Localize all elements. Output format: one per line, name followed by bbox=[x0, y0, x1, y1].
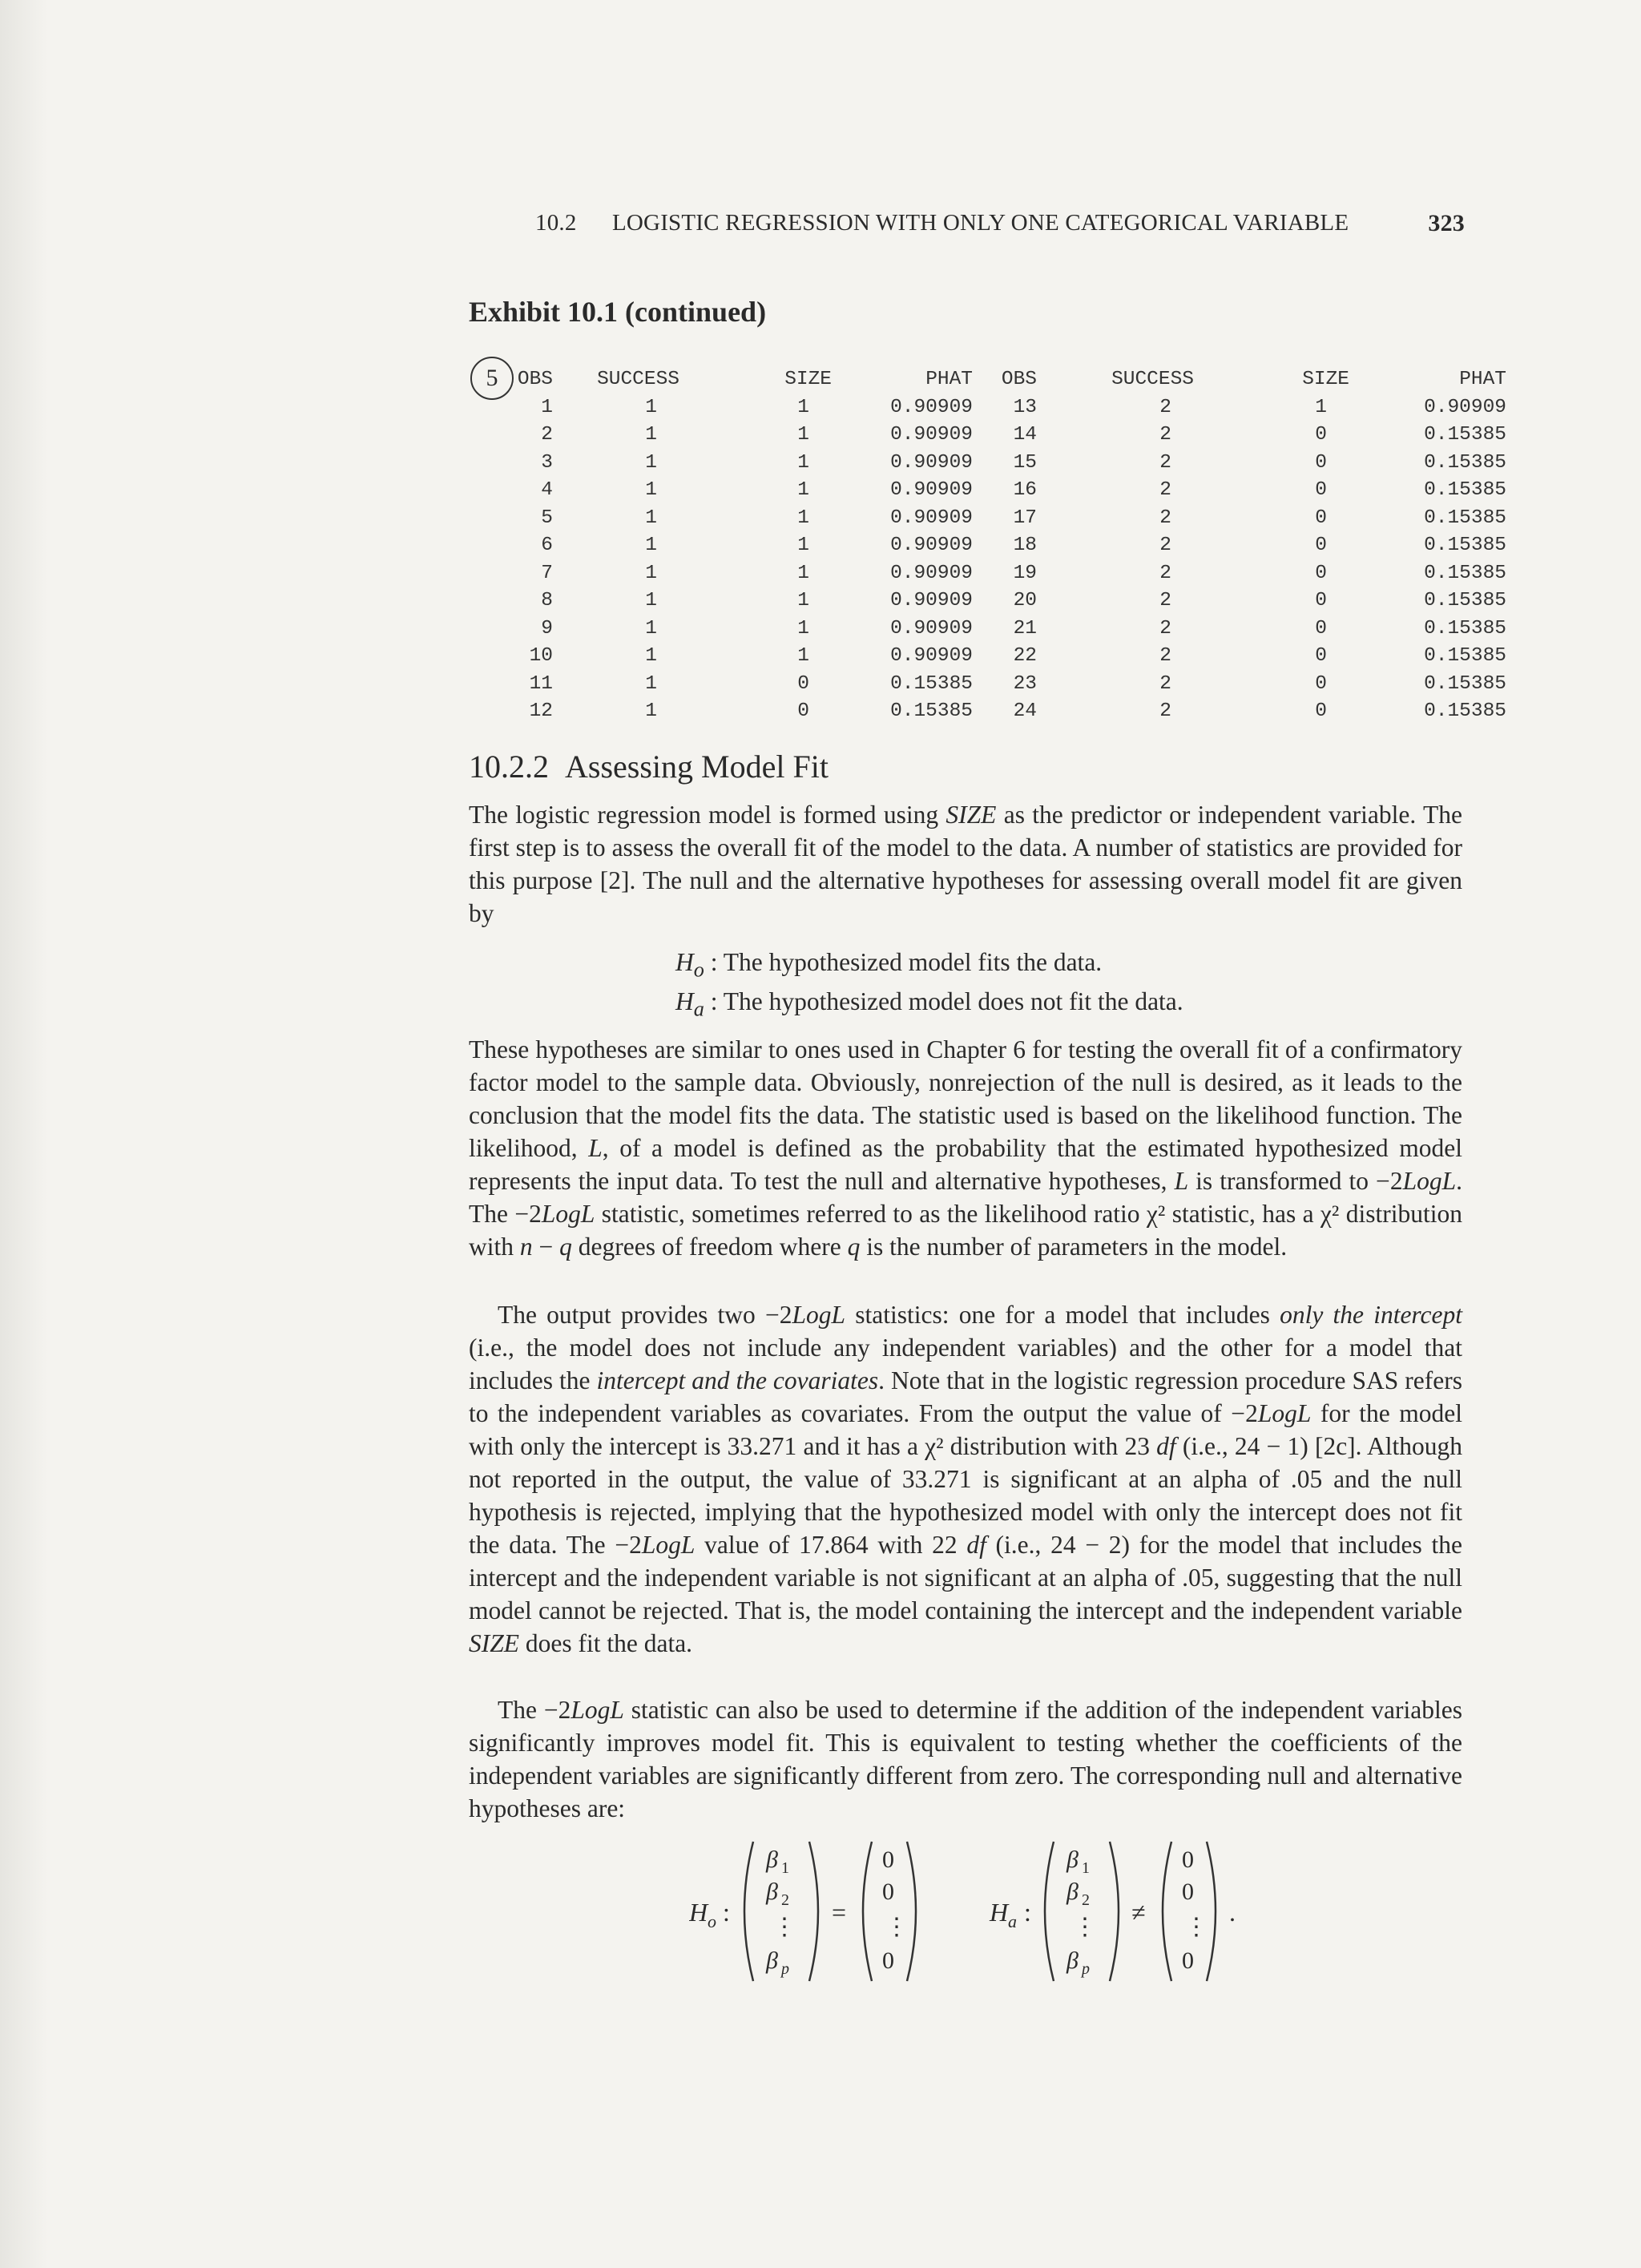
table-cell: 3 bbox=[541, 451, 553, 474]
table-cell: 0 bbox=[1315, 617, 1327, 640]
header-section-title: LOGISTIC REGRESSION WITH ONLY ONE CATEGORICAL VARIABLE bbox=[612, 210, 1349, 236]
table-cell: 21 bbox=[1013, 617, 1037, 640]
table-body bbox=[497, 393, 1506, 725]
table-cell: 1 bbox=[1315, 396, 1327, 418]
table-cell: 2 bbox=[1159, 396, 1171, 418]
eq-vdots-3: ⋮ bbox=[1073, 1914, 1097, 1940]
table-cell: 1 bbox=[797, 590, 809, 612]
eq-ha-sub: a bbox=[1008, 1911, 1017, 1931]
table-cell: 2 bbox=[1159, 562, 1171, 584]
table-cell: 0.90909 bbox=[890, 479, 973, 502]
eq-zero: 0 bbox=[882, 1947, 894, 1974]
table-cell: 1 bbox=[645, 396, 657, 418]
table-cell: 17 bbox=[1013, 506, 1037, 529]
table-cell: 20 bbox=[1013, 590, 1037, 612]
header-section-number: 10.2 bbox=[535, 210, 577, 236]
eq-zero: 0 bbox=[882, 1879, 894, 1905]
column-header: PHAT bbox=[925, 368, 973, 390]
eq-beta-2-sub: 2 bbox=[781, 1891, 789, 1909]
eq-beta-p-sub: p bbox=[1082, 1960, 1090, 1978]
table-cell: 0.15385 bbox=[1424, 617, 1506, 640]
table-cell: 1 bbox=[797, 617, 809, 640]
column-header: SUCCESS bbox=[597, 368, 679, 390]
table-cell: 0.90909 bbox=[890, 424, 973, 446]
eq-equals: = bbox=[832, 1898, 847, 1927]
table-row bbox=[497, 698, 1506, 726]
table-cell: 22 bbox=[1013, 645, 1037, 668]
paragraph-2: These hypotheses are similar to ones used in Chapter 6 for testing the overall fit of a confirmatory factor model to the sample data. Obviously, nonrejection of the null is desired, as it leads to the conclusion that the model fits the data. The statistic used is based on the likelihood function. The likelihood, L, of a model is defined as the probability that the estimated hypothesized model represents the input data. To test the null and alternative hypotheses, L is transformed to −2LogL. The −2LogL statistic, sometimes referred to as the likelihood ratio χ² statistic, has a χ² distribution with n − q degrees of freedom where q is the number of parameters in the model. bbox=[469, 1035, 1462, 1261]
eq-beta-2: β bbox=[1066, 1879, 1079, 1905]
table-cell: 2 bbox=[1159, 700, 1171, 723]
eq-zero: 0 bbox=[882, 1846, 894, 1873]
eq-h0-label: H bbox=[689, 1898, 708, 1927]
table-cell: 1 bbox=[797, 506, 809, 529]
output-table bbox=[497, 365, 1506, 725]
eq-beta-1-sub: 1 bbox=[781, 1859, 789, 1877]
eq-period: . bbox=[1229, 1898, 1236, 1927]
table-cell: 2 bbox=[1159, 451, 1171, 474]
column-header: OBS bbox=[517, 368, 553, 390]
table-cell: 0.15385 bbox=[1424, 451, 1506, 474]
table-cell: 0 bbox=[1315, 645, 1327, 668]
table-row bbox=[497, 643, 1506, 671]
column-header: OBS bbox=[1001, 368, 1037, 390]
table-cell: 2 bbox=[1159, 424, 1171, 446]
paragraph-4: The −2LogL statistic can also be used to determine if the addition of the independent variables significantly improves model fit. This is equivalent to testing whether the coefficients of the independent variables are significantly different from zero. The corresponding null and alternative hypotheses are: bbox=[469, 1696, 1462, 1822]
eq-colon-1: : bbox=[723, 1898, 730, 1927]
table-row bbox=[497, 393, 1506, 422]
table-cell: 0.15385 bbox=[1424, 535, 1506, 557]
table-cell: 10 bbox=[529, 645, 553, 668]
column-header: SIZE bbox=[1302, 368, 1349, 390]
eq-beta-1-sub: 1 bbox=[1082, 1859, 1090, 1877]
table-cell: 1 bbox=[645, 535, 657, 557]
table-cell: 1 bbox=[797, 562, 809, 584]
table-row bbox=[497, 532, 1506, 560]
section-title: Assessing Model Fit bbox=[565, 749, 829, 785]
table-cell: 1 bbox=[645, 672, 657, 695]
eq-zero: 0 bbox=[1182, 1846, 1194, 1873]
table-cell: 0.15385 bbox=[890, 700, 973, 723]
table-cell: 0 bbox=[1315, 479, 1327, 502]
table-cell: 0.90909 bbox=[890, 645, 973, 668]
table-cell: 1 bbox=[797, 479, 809, 502]
table-cell: 0.15385 bbox=[1424, 645, 1506, 668]
eq-zero: 0 bbox=[1182, 1947, 1194, 1974]
table-cell: 0 bbox=[1315, 506, 1327, 529]
table-cell: 0 bbox=[1315, 700, 1327, 723]
table-cell: 1 bbox=[645, 424, 657, 446]
table-cell: 14 bbox=[1013, 424, 1037, 446]
table-cell: 0.15385 bbox=[1424, 672, 1506, 695]
scan-edge-shadow bbox=[0, 0, 48, 2268]
column-header: PHAT bbox=[1459, 368, 1506, 390]
eq-not-equal: ≠ bbox=[1131, 1898, 1146, 1927]
coefficient-hypotheses-equation bbox=[689, 1835, 1250, 1988]
table-cell: 12 bbox=[529, 700, 553, 723]
table-cell: 16 bbox=[1013, 479, 1037, 502]
table-cell: 0 bbox=[1315, 562, 1327, 584]
eq-beta-1: β bbox=[766, 1846, 778, 1873]
table-cell: 0.15385 bbox=[1424, 562, 1506, 584]
table-cell: 6 bbox=[541, 535, 553, 557]
table-cell: 0.15385 bbox=[1424, 506, 1506, 529]
table-cell: 2 bbox=[1159, 645, 1171, 668]
circled-marker: 5 bbox=[470, 357, 514, 400]
table-cell: 0 bbox=[797, 672, 809, 695]
table-cell: 1 bbox=[797, 424, 809, 446]
section-heading bbox=[469, 748, 829, 785]
table-row bbox=[497, 587, 1506, 615]
table-cell: 0 bbox=[1315, 424, 1327, 446]
table-cell: 0.90909 bbox=[890, 396, 973, 418]
table-cell: 2 bbox=[1159, 479, 1171, 502]
table-row bbox=[497, 559, 1506, 587]
table-row bbox=[497, 449, 1506, 477]
exhibit-title: Exhibit 10.1 (continued) bbox=[469, 296, 767, 328]
table-cell: 0.15385 bbox=[1424, 700, 1506, 723]
table-cell: 9 bbox=[541, 617, 553, 640]
table-cell: 0.15385 bbox=[1424, 424, 1506, 446]
table-cell: 0.90909 bbox=[1424, 396, 1506, 418]
table-row bbox=[497, 504, 1506, 532]
table-cell: 0.15385 bbox=[1424, 590, 1506, 612]
table-cell: 2 bbox=[1159, 506, 1171, 529]
paragraph-3: The output provides two −2LogL statistics: one for a model that includes only the intercept (i.e., the model does not include any independent variables) and the other for a model that includes the intercept and the covariates. Note that in the logistic regression procedure SAS refers to the independent variables as covariates. From the output the value of −2LogL for the model with only the intercept is 33.271 and it has a χ² distribution with 23 df (i.e., 24 − 1) [2c]. Although not reported in the output, the value of 33.271 is significant at an alpha of .05 and the null hypothesis is rejected, implying that the hypothesized model with only the intercept does not fit the data. The −2LogL value of 17.864 with 22 df (i.e., 24 − 2) for the model that includes the intercept and the independent variable is not significant at an alpha of .05, suggesting that the null model cannot be rejected. That is, the model containing the intercept and the independent variable SIZE does fit the data. bbox=[469, 1301, 1463, 1657]
eq-beta-p: β bbox=[766, 1947, 778, 1974]
table-cell: 11 bbox=[529, 672, 553, 695]
table-cell: 19 bbox=[1013, 562, 1037, 584]
table-cell: 7 bbox=[541, 562, 553, 584]
eq-h0-sub: o bbox=[708, 1911, 716, 1931]
table-cell: 0.15385 bbox=[890, 672, 973, 695]
table-cell: 1 bbox=[645, 617, 657, 640]
eq-beta-2-sub: 2 bbox=[1082, 1891, 1090, 1909]
eq-beta-p-sub: p bbox=[781, 1960, 789, 1978]
table-cell: 24 bbox=[1013, 700, 1037, 723]
eq-ha-label: H bbox=[990, 1898, 1009, 1927]
table-cell: 1 bbox=[645, 590, 657, 612]
eq-vdots-4: ⋮ bbox=[1184, 1914, 1208, 1940]
table-header-row bbox=[497, 365, 1506, 393]
section-number: 10.2.2 bbox=[469, 749, 549, 785]
table-row bbox=[497, 422, 1506, 450]
table-cell: 2 bbox=[1159, 590, 1171, 612]
eq-zero: 0 bbox=[1182, 1879, 1194, 1905]
eq-colon-2: : bbox=[1024, 1898, 1031, 1927]
table-cell: 1 bbox=[645, 479, 657, 502]
eq-beta-p: β bbox=[1066, 1947, 1079, 1974]
eq-vdots-2: ⋮ bbox=[885, 1914, 909, 1940]
table-cell: 1 bbox=[797, 396, 809, 418]
table-cell: 1 bbox=[645, 562, 657, 584]
table-row bbox=[497, 477, 1506, 505]
table-cell: 0 bbox=[1315, 535, 1327, 557]
table-cell: 2 bbox=[1159, 535, 1171, 557]
table-cell: 0 bbox=[1315, 590, 1327, 612]
table-cell: 1 bbox=[797, 535, 809, 557]
table-cell: 0.90909 bbox=[890, 506, 973, 529]
table-cell: 4 bbox=[541, 479, 553, 502]
page-number: 323 bbox=[1428, 210, 1465, 236]
column-header: SIZE bbox=[784, 368, 832, 390]
table-cell: 1 bbox=[797, 645, 809, 668]
eq-vdots-1: ⋮ bbox=[772, 1914, 796, 1940]
table-cell: 0.90909 bbox=[890, 617, 973, 640]
table-cell: 0 bbox=[797, 700, 809, 723]
table-cell: 15 bbox=[1013, 451, 1037, 474]
table-cell: 0.90909 bbox=[890, 562, 973, 584]
table-cell: 2 bbox=[1159, 672, 1171, 695]
alternative-hypothesis: $H_a$ : The hypothesized model does not fit the data. bbox=[675, 987, 1183, 1021]
eq-beta-2: β bbox=[766, 1879, 778, 1905]
column-header: SUCCESS bbox=[1111, 368, 1194, 390]
table-cell: 2 bbox=[541, 424, 553, 446]
table-cell: 0.90909 bbox=[890, 451, 973, 474]
table-cell: 2 bbox=[1159, 617, 1171, 640]
table-cell: 0 bbox=[1315, 451, 1327, 474]
table-cell: 13 bbox=[1013, 396, 1037, 418]
table-row bbox=[497, 670, 1506, 698]
eq-beta-1: β bbox=[1066, 1846, 1079, 1873]
table-cell: 5 bbox=[541, 506, 553, 529]
table-cell: 1 bbox=[645, 506, 657, 529]
table-cell: 1 bbox=[797, 451, 809, 474]
table-cell: 1 bbox=[541, 396, 553, 418]
table-cell: 0.90909 bbox=[890, 535, 973, 557]
table-cell: 8 bbox=[541, 590, 553, 612]
table-cell: 0 bbox=[1315, 672, 1327, 695]
null-hypothesis: $H_o$ : The hypothesized model fits the data. bbox=[675, 948, 1103, 982]
table-row bbox=[497, 615, 1506, 643]
paragraph-1: The logistic regression model is formed using SIZE as the predictor or independent variable. The first step is to assess the overall fit of the model to the data. A number of statistics are provided for this purpose [2]. The null and the alternative hypotheses for assessing overall model fit are given by bbox=[469, 801, 1462, 927]
table-cell: 1 bbox=[645, 645, 657, 668]
table-cell: 1 bbox=[645, 451, 657, 474]
table-cell: 23 bbox=[1013, 672, 1037, 695]
table-cell: 18 bbox=[1013, 535, 1037, 557]
table-cell: 1 bbox=[645, 700, 657, 723]
table-cell: 0.90909 bbox=[890, 590, 973, 612]
table-cell: 0.15385 bbox=[1424, 479, 1506, 502]
